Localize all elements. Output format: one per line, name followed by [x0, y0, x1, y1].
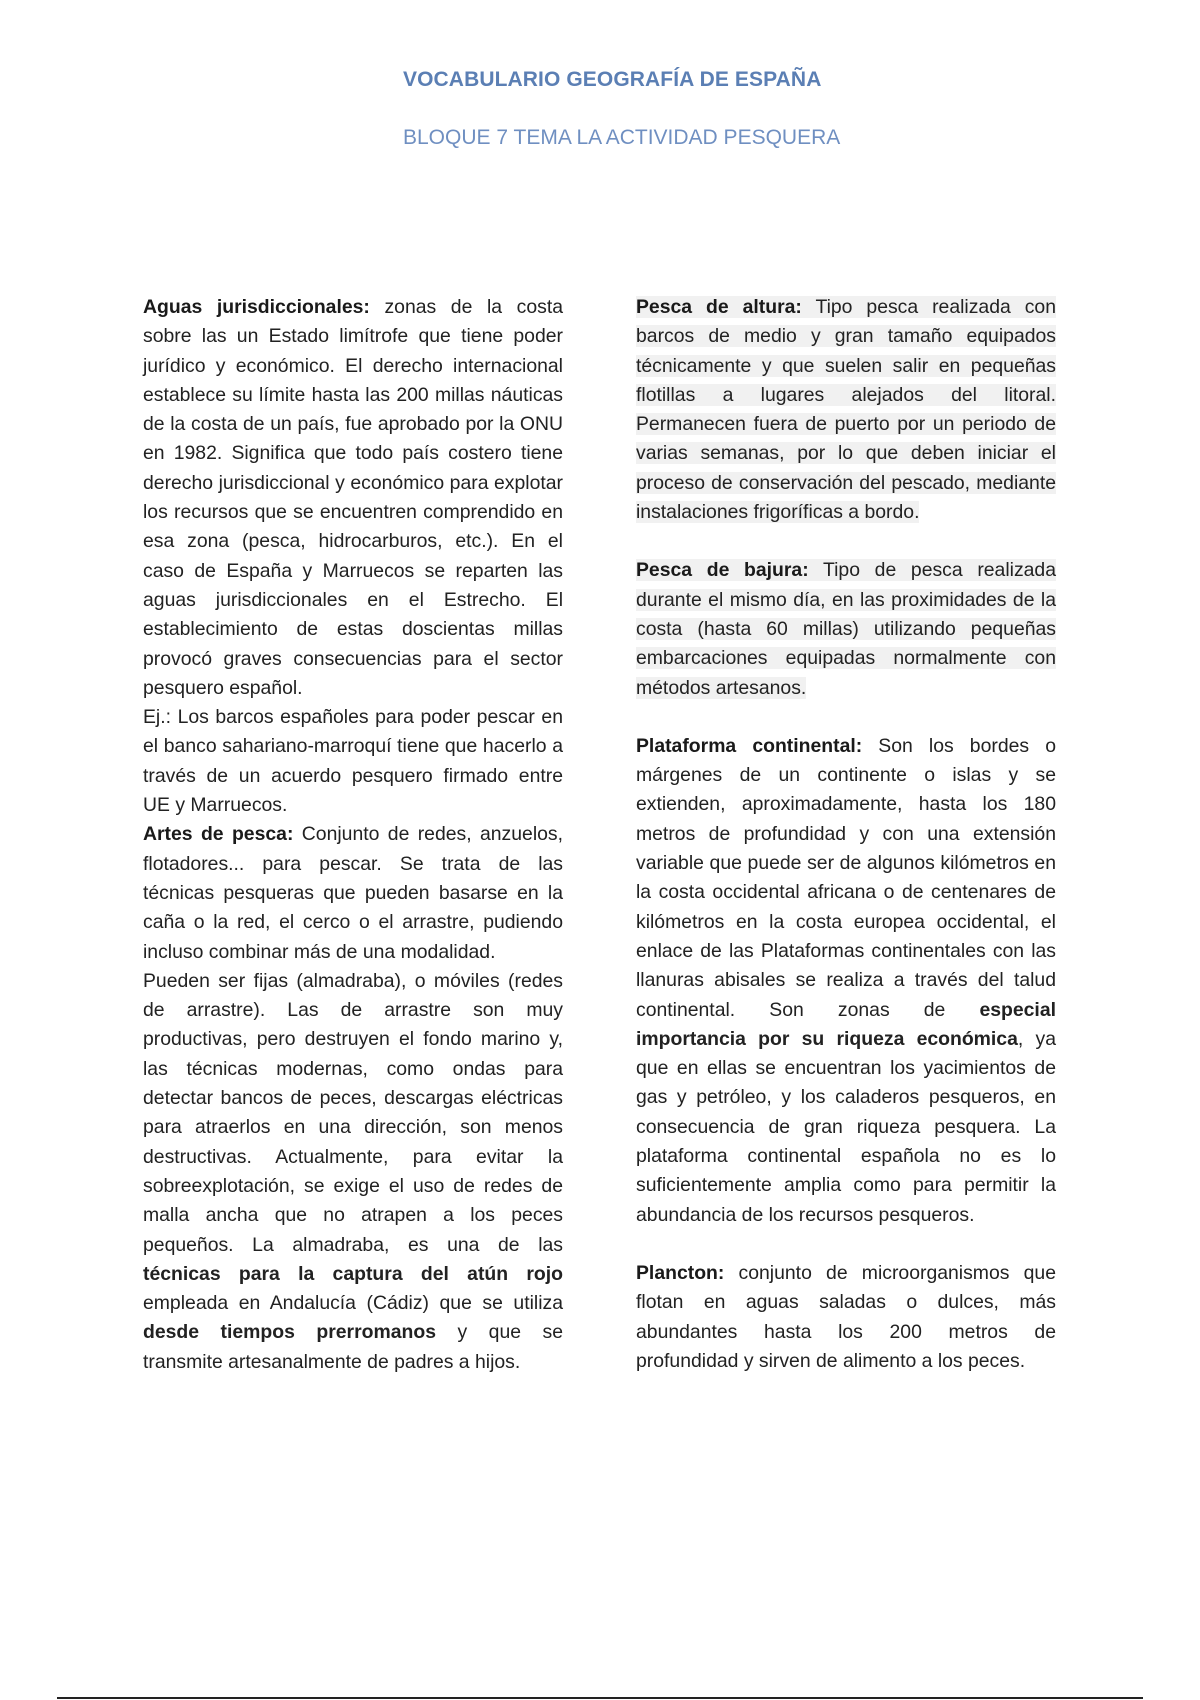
entry-pesca-de-altura — [636, 293, 1056, 527]
bold-segment: especial importancia por su riqueza económica — [636, 998, 1056, 1050]
term-aguas-jurisdiccionales: Aguas jurisdiccionales: — [143, 296, 370, 318]
definition-artes-de-pesca: Conjunto de redes, anzuelos, flotadores... para pescar. Se trata de las técnicas pesqueras que pueden basarse en la caña o la red, el cerco o el arrastre, pudiendo incluso combinar más de una modalidad. — [143, 823, 564, 963]
paragraph-tipos-artes — [143, 967, 563, 1377]
definition-pesca-de-altura: Tipo pesca realizada con barcos de medio y gran tamaño equipados técnicamente y que suelen salir en pequeñas flotillas a lugares alejados del litoral. Permanecen fuera de puerto por un periodo de varias semanas, por lo que deben iniciar el proceso de conservación del pescado, mediante instalaciones frigoríficas a bordo. — [636, 296, 1056, 524]
text-segment: empleada en Andalucía (Cádiz) que se utiliza — [143, 1292, 563, 1315]
entry-pesca-de-bajura — [636, 556, 1056, 702]
example-paragraph: Ej.: Los barcos españoles para poder pescar en el banco sahariano-marroquí tiene que hacerlo a través de un acuerdo pesquero firmado entre UE y Marruecos. — [143, 706, 563, 817]
definition-pesca-de-bajura: Tipo de pesca realizada durante el mismo día, en las proximidades de la costa (hasta 60 millas) utilizando pequeñas embarcaciones equipadas normalmente con métodos artesanos. — [636, 559, 1057, 699]
entry-aguas-jurisdiccionales — [143, 293, 563, 703]
term-plancton: Plancton: — [636, 1261, 725, 1284]
term-pesca-de-bajura: Pesca de bajura: — [636, 559, 809, 582]
entry-plancton — [636, 1259, 1056, 1376]
document-subtitle: BLOQUE 7 TEMA LA ACTIVIDAD PESQUERA — [403, 126, 841, 149]
term-plataforma-continental: Plataforma continental: — [636, 734, 863, 757]
footer-rule — [57, 1697, 1143, 1699]
bold-segment: técnicas para la captura del atún rojo — [143, 1262, 563, 1285]
definition-plancton: conjunto de microorganismos que flotan en aguas saladas o dulces, más abundantes hasta los 200 metros de profundidad y sirven de alimento a los peces. — [636, 1261, 1056, 1372]
entry-plataforma-continental — [636, 732, 1056, 1230]
text-segment: Son los bordes o márgenes de un continente o islas y se extienden, aproximadamente, hasta los 180 metros de profundidad y con una extensión variable que puede ser de algunos kilómetros en la costa occidental africana o de centenares de kilómetros en la costa europea occidental, el enlace de las Plataformas continentales con las llanuras abisales se realiza a través del talud continental. Son zonas de — [636, 734, 1056, 1021]
definition-aguas-jurisdiccionales: zonas de la costa sobre las un Estado limítrofe que tiene poder jurídico y económico. El derecho internacional establece su límite hasta las 200 millas náuticas de la costa de un país, fue aprobado por la ONU en 1982. Significa que todo país costero tiene derecho jurisdiccional y económico para explotar los recursos que se encuentren comprendido en esa zona (pesca, hidrocarburos, etc.). En el caso de España y Marruecos se reparten las aguas jurisdiccionales en el Estrecho. El establecimiento de estas doscientas millas provocó graves consecuencias para el sector pesquero español. — [143, 296, 563, 699]
text-segment: , ya que en ellas se encuentran los yacimientos de gas y petróleo, y los caladeros pesqueros, en consecuencia de gran riqueza pesquera. La plataforma continental española no es lo suficientemente amplia como para permitir la abundancia de los recursos pesqueros. — [636, 1027, 1056, 1226]
text-segment: Pueden ser fijas (almadraba), o móviles (redes de arrastre). Las de arrastre son muy productivas, pero destruyen el fondo marino y, las técnicas modernas, como ondas para detectar bancos de peces, descargas eléctricas para atraerlos en una dirección, son menos destructivas. Actualmente, para evitar la sobreexplotación, se exige el uso de redes de malla ancha que no atrapen a los peces pequeños. La almadraba, es una de las — [143, 969, 563, 1256]
left-column — [143, 293, 563, 1377]
document-title: VOCABULARIO GEOGRAFÍA DE ESPAÑA — [403, 68, 822, 91]
bold-segment: desde tiempos prerromanos — [143, 1321, 436, 1344]
term-pesca-de-altura: Pesca de altura: — [636, 296, 802, 318]
right-column — [636, 293, 1056, 1376]
entry-artes-de-pesca — [143, 820, 563, 966]
term-artes-de-pesca: Artes de pesca: — [143, 823, 294, 846]
text-segment: y que se transmite artesanalmente de padres a hijos. — [143, 1321, 563, 1373]
